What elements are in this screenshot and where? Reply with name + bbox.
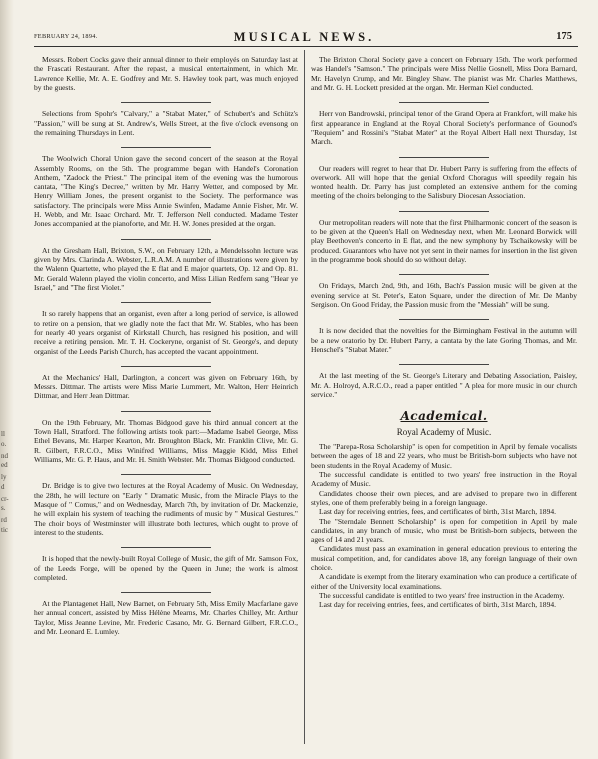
margin-fragment: tic — [1, 525, 8, 534]
news-paragraph: The Brixton Choral Society gave a concert on February 15th. The work performed was Handel's "Samson." The principals were Miss Nellie Gosnell, Miss Dora Barnard, Mr. Havelyn Crump, and Mr. Bingley Shaw. The pianist was Mr. Charles Matthews, and Mr. G. H. Lockett presided at the organ. Mr. Herman Kiel conducted. — [311, 55, 577, 92]
page-binding-shadow — [0, 0, 14, 759]
news-paragraph: Our readers will regret to hear that Dr. Hubert Parry is suffering from the effects of overwork. All will hope that the genial Oxford Choragus will speedily regain his wonted health. Dr. Parry has just completed an extensive anthem for the coming meeting of the choirs belonging to the Salisbury Diocesan Association. — [311, 163, 577, 201]
separator — [121, 102, 211, 103]
margin-fragment: nd — [1, 451, 8, 460]
news-paragraph: At the Plantagenet Hall, New Barnet, on February 5th, Miss Emily Macfarlane gave her annual concert, assisted by Miss Hélène Mearns, Mr. Charles Chilley, Mr. Arthur Taylor, Miss Jeanne Levine, Mr. Frederic Casano, Mr. G. Bernard Gilbert, F.R.C.O., and Mr. Leonard E. Lumley. — [34, 599, 298, 637]
news-paragraph: It is hoped that the newly-built Royal College of Music, the gift of Mr. Samson Fox, of the Leeds Forge, will be opened by the Queen in June; the work is almost completed. — [34, 554, 298, 582]
page-header — [34, 30, 574, 46]
separator — [399, 211, 489, 212]
academy-paragraph: Candidates must pass an examination in general education previous to entering the musical competition, and, for candidates above 18, any foreign language of their own choice. — [311, 544, 577, 573]
margin-fragment: s. — [1, 504, 6, 513]
academy-paragraph: Candidates choose their own pieces, and are advised to prepare two in different styles, one of them preferably being in a foreign language. — [311, 488, 577, 507]
header-rule — [34, 46, 578, 47]
academy-paragraph: The successful candidate is entitled to two years' free instruction in the Academy. — [319, 591, 565, 601]
section-heading-academical: Academical. — [400, 409, 488, 424]
separator — [121, 547, 211, 548]
news-paragraph: Messrs. Robert Cocks gave their annual dinner to their employés on Saturday last at the Frascati Restaurant. After the repast, a musical entertainment, in which Mr. Lawrence Kellie, Mr. A. E. Godfrey and Mr. S. Hawley took part, was much enjoyed by the guests. — [34, 55, 298, 92]
news-paragraph: It so rarely happens that an organist, even after a long period of service, is allowed to retire on a pension, that we gladly note the fact that Mr. W. Stables, who has been for nearly 40 years organist of Kirkstall Church, has resigned his position, and will receive a retiring pension. Mr. T. H. Cockeryne, organist of St. George's, and deputy organist of the Leeds Parish Church, has accepted the vacant appointment. — [34, 309, 298, 356]
separator — [121, 302, 211, 303]
news-paragraph: At the Mechanics' Hall, Darlington, a concert was given on February 16th, by Messrs. Dittmar. The artists were Miss Marie Lummert, Mr. Walton, Herr Heinrich Dittmar, and Herr Jean Dittmar. — [34, 372, 298, 401]
separator — [399, 157, 489, 158]
news-paragraph: On the 19th February, Mr. Thomas Bidgood gave his third annual concert at the Town Hall, Stratford. The following artists took part:—Madame Isabel George, Miss Ethel Bevans, Mr. Harper Kearton, Mr. Broughton Black, Mr. Franklin Clive, Mr. G. R. Gilbert, F.R.C.O., Miss Winifred Williams, Miss Maggie Kidd, Miss Ethel Williams, Mr. G. P. Haus, and Mr. H. Smith Webster. Mr. Thomas Bidgood conducted. — [34, 417, 298, 464]
news-paragraph: At the last meeting of the St. George's Literary and Debating Association, Paisley, Mr. A. Holroyd, A.R.C.O., read a paper entitled " A plea for more music in our church service." — [311, 371, 577, 399]
left-column — [34, 55, 298, 636]
margin-fragment: ll — [1, 430, 5, 438]
academy-paragraph: Last day for receiving entries, fees, and certificates of birth, 31st March, 1894. — [319, 600, 557, 610]
header-date: FEBRUARY 24, 1894. — [34, 33, 98, 40]
margin-fragment: ed — [1, 461, 8, 470]
margin-fragment: d — [1, 482, 5, 491]
margin-fragment: cr- — [1, 494, 9, 503]
news-paragraph: On Fridays, March 2nd, 9th, and 16th, Bach's Passion music will be given at the evening service at St. Peter's, Eaton Square, under the direction of Mr. De Manby Sergison. On Good Friday, the Passion music from the "Messiah" will be sung. — [311, 281, 577, 309]
separator — [121, 239, 211, 240]
academy-paragraph: The "Parepa-Rosa Scholarship" is open for competition in April by female vocalists between the ages of 18 and 22 years, who must be British-born subjects who have not been students in the Royal Academy of Music. — [311, 442, 577, 470]
news-paragraph: Herr von Bandrowski, principal tenor of the Grand Opera at Frankfort, will make his first appearance in England at the Royal Choral Society's performance of Gounod's "Requiem" and Rossini's "Stabat Mater" at the Royal Albert Hall next Thursday, 1st March. — [311, 109, 577, 147]
right-column — [311, 55, 577, 610]
news-paragraph: It is now decided that the novelties for the Birmingham Festival in the autumn will be a new oratorio by Dr. Hubert Parry, a cantata by the late Goring Thomas, and Mr. Henschel's "Stabat Mater." — [311, 326, 577, 354]
separator — [121, 592, 211, 593]
separator — [121, 474, 211, 475]
news-paragraph: Our metropolitan readers will note that the first Philharmonic concert of the season is to be given at the Queen's Hall on Wednesday next, when Mr. Leonard Borwick will play Beethoven's concerto in E flat, and the new symphony by Tschaikowsky will be produced. Guarantors who have not yet sent in their names for insertion in the list given in the programme book should do so without delay. — [311, 217, 577, 264]
academy-paragraph: Last day for receiving entries, fees, and certificates of birth, 31st March, 1894. — [319, 507, 557, 517]
publication-title: MUSICAL NEWS. — [233, 30, 375, 44]
separator — [121, 366, 211, 367]
separator — [121, 411, 211, 412]
subheading-royal-academy: Royal Academy of Music. — [396, 426, 492, 437]
separator — [399, 102, 489, 103]
news-paragraph: At the Gresham Hall, Brixton, S.W., on February 12th, a Mendelssohn lecture was given by Mrs. Clarinda A. Webster, L.R.A.M. A number of illustrations were given by the Walenn Quartette, who played the E flat and E major quartets, Op. 12 and Op. 81. Mr. Gerald Walenn played the violin concerto, and Miss Lilian Redfern sang "Hear ye Israel," and "The first Violet." — [34, 245, 298, 292]
column-rule — [304, 50, 305, 744]
page-number: 175 — [556, 31, 572, 42]
margin-fragment: rd — [1, 516, 7, 524]
separator — [399, 319, 489, 320]
separator — [399, 274, 489, 275]
separator — [399, 364, 489, 365]
margin-fragments — [1, 430, 15, 538]
academy-paragraph: The "Sterndale Bennett Scholarship" is open for competition in April by male candidates, in any branch of music, who must be British-born subjects, between the ages of 14 and 21 years. — [311, 516, 577, 545]
margin-fragment: ly — [1, 473, 7, 481]
margin-fragment: o. — [1, 439, 7, 448]
academy-paragraph: A candidate is exempt from the literary examination who can produce a certificate of either of the University local examinations. — [311, 572, 577, 591]
news-paragraph: Dr. Bridge is to give two lectures at the Royal Academy of Music. On Wednesday, the 28th, he will lecture on "Early " Dramatic Music, from the Miracle Plays to the Masque of " Comus," and on Wednesday, March 7th, by invitation of Dr. Mackenzie, he will explain his system of teaching the rudiments of music by " Musical Gestures." The choir boys of Westminster will illustrate both lectures, which ought to prove of interest to the students. — [34, 481, 298, 537]
news-paragraph: The Woolwich Choral Union gave the second concert of the season at the Royal Assembly Rooms, on the 5th. The programme began with Handel's Coronation Anthem, "Zadock the Priest." The principal item of the evening was the humorous cantata, "The King's Decree," written by Mr. Harry Wetter, and composed by Mr. Henry William Jones, the present organist to the Society. The performance was satisfactory. The principals were Miss Annie Swinfen, Madame Annie Fisher, Mr. W. H. Webb, and Mr. Isaac Orchard. Mr. T. Jefferson Nell conducted. Madame Tester Jones accompanied at the pianoforte, and Mr. H. W. Jones presided at the organ. — [34, 154, 298, 229]
academy-paragraph: The successful candidate is entitled to two years' free instruction in the Royal Academy of Music. — [311, 469, 577, 489]
separator — [121, 147, 211, 148]
news-paragraph: Selections from Spohr's "Calvary," a "Stabat Mater," of Schubert's and Schütz's "Passion," will be sung at St. Andrew's, Wells Street, at the five o'clock evensong on the remaining Thursdays in Lent. — [34, 109, 298, 137]
